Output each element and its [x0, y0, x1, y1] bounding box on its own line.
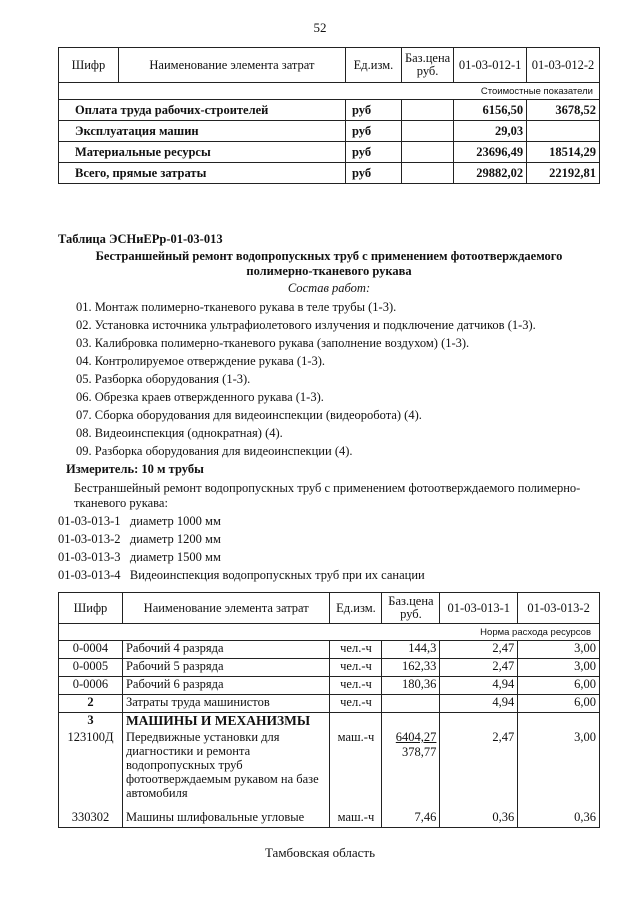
row-unit: маш.-ч	[330, 730, 382, 810]
row-name: Машины шлифовальные угловые	[122, 810, 330, 828]
row-price	[401, 142, 453, 163]
list-item: 06. Обрезка краев отвержденного рукава (1-3).	[76, 390, 324, 404]
table-row	[59, 100, 600, 121]
list-item	[58, 514, 221, 529]
header-code: Шифр	[59, 48, 119, 83]
empty-cell	[440, 713, 518, 731]
table-row	[59, 677, 600, 695]
row-value-2: 3,00	[518, 659, 600, 677]
empty-cell	[330, 713, 382, 731]
table-row	[59, 810, 600, 828]
list-item: 01. Монтаж полимерно-тканевого рукава в теле трубы (1-3).	[76, 300, 397, 314]
row-name: Затраты труда машинистов	[122, 695, 330, 713]
list-item: 05. Разборка оборудования (1-3).	[76, 372, 251, 386]
row-value-2: 6,00	[518, 695, 600, 713]
list-item: 09. Разборка оборудования для видеоинспекции (4).	[76, 444, 353, 458]
table-row	[59, 641, 600, 659]
row-unit: руб	[346, 163, 402, 184]
row-name: Материальные ресурсы	[59, 142, 346, 163]
cost-label: Стоимостные показатели	[59, 83, 600, 100]
row-name: Передвижные установки для диагностики и ремонта водопропускных труб фотоотверждаемым рукавом на базе автомобиля	[122, 730, 330, 810]
row-value-2: 0,36	[518, 810, 600, 828]
row-unit: чел.-ч	[330, 641, 382, 659]
header-price: Баз.цена руб.	[382, 593, 440, 624]
code: 01-03-013-4	[58, 568, 121, 582]
header-price: Баз.цена руб.	[401, 48, 453, 83]
table-row	[59, 730, 600, 810]
row-name: Рабочий 4 разряда	[122, 641, 330, 659]
page-footer: Тамбовская область	[264, 845, 376, 860]
row-name: Рабочий 6 разряда	[122, 677, 330, 695]
header-name: Наименование элемента затрат	[122, 593, 330, 624]
heading-line-1: Бестраншейный ремонт водопропускных труб с применением фотоотверждаемого	[95, 249, 563, 263]
row-price: 7,46	[382, 810, 440, 828]
header-col1: 01-03-013-1	[440, 593, 518, 624]
list-item	[58, 532, 221, 547]
table-title: Таблица ЭСНиЕРр-01-03-013	[58, 232, 223, 246]
description-line-2: тканевого рукава:	[74, 496, 168, 510]
code-text: диаметр 1000 мм	[129, 514, 221, 528]
row-unit: маш.-ч	[330, 810, 382, 828]
table-row	[59, 695, 600, 713]
row-value-1: 2,47	[440, 730, 518, 810]
table-header-row	[59, 48, 600, 83]
row-price	[401, 163, 453, 184]
code-text: Видеоинспекция водопропускных труб при их санации	[129, 568, 425, 582]
code-text: диаметр 1200 мм	[129, 532, 221, 546]
table-header-row	[59, 593, 600, 624]
row-value-1: 29882,02	[454, 163, 527, 184]
list-item: 04. Контролируемое отверждение рукава (1-3).	[76, 354, 326, 368]
code-text: диаметр 1500 мм	[129, 550, 221, 564]
row-price	[401, 100, 453, 121]
row-value-2: 3,00	[518, 641, 600, 659]
empty-cell	[382, 713, 440, 731]
row-code: 0-0006	[59, 677, 123, 695]
row-code: 0-0005	[59, 659, 123, 677]
section-code: 3	[59, 713, 123, 731]
list-item	[58, 568, 425, 583]
row-value-2: 3678,52	[527, 100, 600, 121]
price-secondary: 378,77	[402, 745, 437, 759]
cost-label-row	[59, 83, 600, 100]
row-unit: чел.-ч	[330, 695, 382, 713]
header-col2: 01-03-012-2	[527, 48, 600, 83]
row-value-2: 22192,81	[527, 163, 600, 184]
row-value-2: 3,00	[518, 730, 600, 810]
empty-cell	[518, 713, 600, 731]
header-name: Наименование элемента затрат	[118, 48, 345, 83]
table-row	[59, 659, 600, 677]
header-col1: 01-03-012-1	[454, 48, 527, 83]
heading-line-2: полимерно-тканевого рукава	[246, 264, 412, 278]
table-row	[59, 121, 600, 142]
list-item: 03. Калибровка полимерно-тканевого рукава (заполнение воздухом) (1-3).	[76, 336, 470, 350]
list-item	[58, 550, 221, 565]
row-code: 123100Д	[59, 730, 123, 810]
code: 01-03-013-3	[58, 550, 121, 564]
row-price: 162,33	[382, 659, 440, 677]
works-title: Состав работ:	[287, 281, 371, 295]
list-item: 08. Видеоинспекция (однократная) (4).	[76, 426, 283, 440]
row-value-1: 4,94	[440, 677, 518, 695]
row-unit: руб	[346, 100, 402, 121]
norm-label: Норма расхода ресурсов	[59, 624, 600, 641]
section-name: МАШИНЫ И МЕХАНИЗМЫ	[122, 713, 330, 731]
row-name: Оплата труда рабочих-строителей	[59, 100, 346, 121]
list-item: 07. Сборка оборудования для видеоинспекции (видеоробота) (4).	[76, 408, 422, 422]
table-row	[59, 163, 600, 184]
row-value-1: 4,94	[440, 695, 518, 713]
row-value-1: 0,36	[440, 810, 518, 828]
row-value-1: 6156,50	[454, 100, 527, 121]
row-name: Рабочий 5 разряда	[122, 659, 330, 677]
page-number: 52	[313, 20, 327, 35]
row-name: Всего, прямые затраты	[59, 163, 346, 184]
row-price: 180,36	[382, 677, 440, 695]
cost-table	[58, 47, 600, 184]
row-unit: руб	[346, 121, 402, 142]
norm-label-row	[59, 624, 600, 641]
resource-table	[58, 592, 600, 828]
row-code: 2	[59, 695, 123, 713]
row-code: 0-0004	[59, 641, 123, 659]
header-unit: Ед.изм.	[330, 593, 382, 624]
row-value-1: 23696,49	[454, 142, 527, 163]
code: 01-03-013-2	[58, 532, 121, 546]
row-value-1: 2,47	[440, 659, 518, 677]
row-price: 144,3	[382, 641, 440, 659]
table-row	[59, 142, 600, 163]
row-value-2: 6,00	[518, 677, 600, 695]
header-unit: Ед.изм.	[346, 48, 402, 83]
price-main: 6404,27	[395, 730, 437, 744]
description-line-1: Бестраншейный ремонт водопропускных труб с применением фотоотверждаемого полимерно-	[74, 481, 581, 495]
row-value-1: 29,03	[454, 121, 527, 142]
list-item: 02. Установка источника ультрафиолетового излучения и подключение датчиков (1-3).	[76, 318, 536, 332]
row-price	[382, 730, 440, 810]
row-value-2: 18514,29	[527, 142, 600, 163]
row-name: Эксплуатация машин	[59, 121, 346, 142]
meter: Измеритель: 10 м трубы	[66, 462, 204, 476]
row-unit: руб	[346, 142, 402, 163]
section-row	[59, 713, 600, 731]
row-value-1: 2,47	[440, 641, 518, 659]
row-unit: чел.-ч	[330, 659, 382, 677]
row-price	[401, 121, 453, 142]
row-value-2	[527, 121, 600, 142]
code: 01-03-013-1	[58, 514, 121, 528]
row-code: 330302	[59, 810, 123, 828]
header-code: Шифр	[59, 593, 123, 624]
row-unit: чел.-ч	[330, 677, 382, 695]
header-col2: 01-03-013-2	[518, 593, 600, 624]
row-price	[382, 695, 440, 713]
